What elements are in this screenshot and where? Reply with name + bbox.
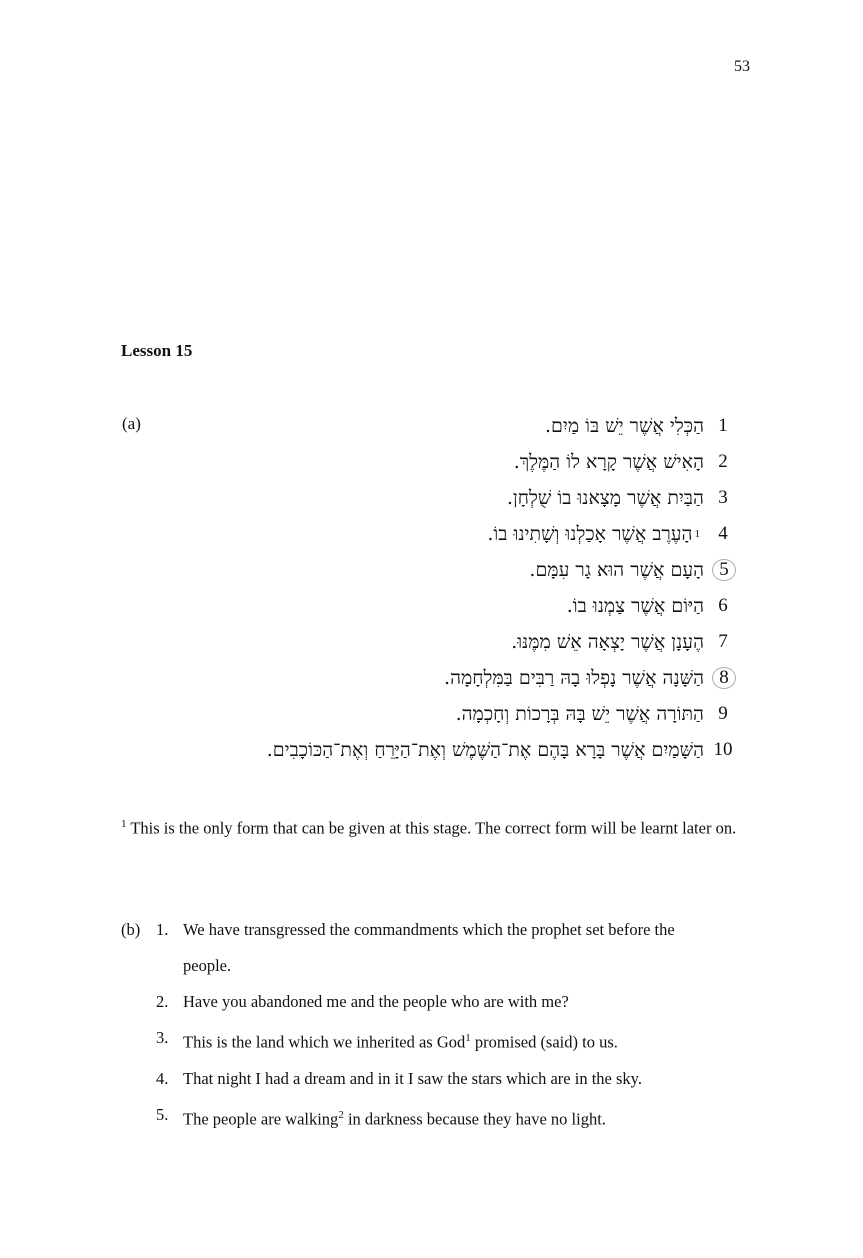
item-number-circled: 8 [712,667,736,689]
list-item [121,984,761,1020]
footnote-ref: 1 [465,1032,471,1044]
item-text: This is the land which we inherited as God$^1$ promised (said) to us. [183,1032,618,1052]
item-number: 3. [156,1028,169,1047]
item-number: 1 [718,415,728,436]
item-number: 2 [718,451,728,472]
footnote-ref: 2 [338,1108,344,1121]
item-number: 2. [156,992,169,1011]
list-item [121,912,761,948]
hebrew-text: הַיּוֹם אֲשֶׁר צַמְנוּ בוֹ. [566,594,704,617]
hebrew-text: הַכְּלִי אֲשֶׁר יֵשׁ בּוֹ מַיִם. [544,414,704,437]
item-text: Have you abandoned me and the people who are with me? [183,992,569,1011]
list-item [121,1020,761,1061]
item-text: We have transgressed the commandments which the prophet set before the [183,920,675,939]
list-item [121,1061,761,1097]
part-a-label: (a) [122,414,141,433]
footnote-text: This is the only form that can be given at this stage. The correct form will be learnt later on. [126,818,737,838]
hebrew-text: הֶעָנָן אֲשֶׁר יָצְאָה אֵשׁ מִמֶּנּוּ. [511,630,704,653]
hebrew-text: הָאִישׁ אֲשֶׁר קָרָא לוֹ הַמֶּלֶךְ. [513,450,704,473]
item-number: 4 [718,523,728,544]
item-number: 6 [718,595,728,616]
footnote-marker: 1 [121,818,127,830]
hebrew-list [240,408,740,768]
hebrew-text: הָעָם אֲשֶׁר הוּא גָר עִמָּם. [529,558,704,581]
item-number: 3 [718,487,728,508]
part-b-label: (b) [121,920,141,939]
item-number: 1. [156,920,169,939]
part-b [121,912,761,1137]
list-item [121,1097,761,1138]
footnote-ref: 1 [694,528,700,540]
hebrew-text: הַבַּיִת אֲשֶׁר מָצָאנוּ בוֹ שֻׁלְחָן. [506,486,704,509]
hebrew-item [240,696,740,732]
item-number: 7 [718,631,728,652]
item-text: That night I had a dream and in it I saw the stars which are in the sky. [183,1068,642,1088]
hebrew-item [240,516,740,552]
item-number: 4. [156,1068,169,1088]
hebrew-item [240,408,740,444]
item-number: 10 [713,739,733,760]
hebrew-text: הַשָּׁמַיִם אֲשֶׁר בָּרָא בָּהֶם אֶת־הַשֶּׁמֶשׁ וְאֶת־הַיָּרֵחַ וְאֶת־הַכּוֹכָבִים. [266,738,704,761]
item-number: 5. [156,1104,169,1124]
hebrew-item [240,480,740,516]
hebrew-text: הַשָּׁנָה אֲשֶׁר נָפְלוּ בָהּ רַבִּים בַּמִּלְחָמָה. [444,666,704,689]
item-continuation: people. [183,956,232,975]
hebrew-item [240,552,740,588]
hebrew-item [240,444,740,480]
item-number-circled: 5 [712,559,736,581]
lesson-title: Lesson 15 [121,341,193,360]
hebrew-text: הָעֶרֶב אֲשֶׁר אָכַלְנוּ וְשָׁתִינוּ בוֹ. [487,522,693,545]
hebrew-text: הַתּוֹרָה אֲשֶׁר יֵשׁ בָּהּ בְּרָכוֹת וְחָכְמָה. [455,702,704,725]
footnote [121,806,751,847]
hebrew-item [240,660,740,696]
hebrew-item [240,588,740,624]
item-text: The people are walking$^2$ in darkness because they have no light. [183,1108,606,1128]
item-number: 9 [718,703,728,724]
hebrew-item [240,732,740,768]
page-number: 53 [734,58,750,75]
hebrew-item [240,624,740,660]
